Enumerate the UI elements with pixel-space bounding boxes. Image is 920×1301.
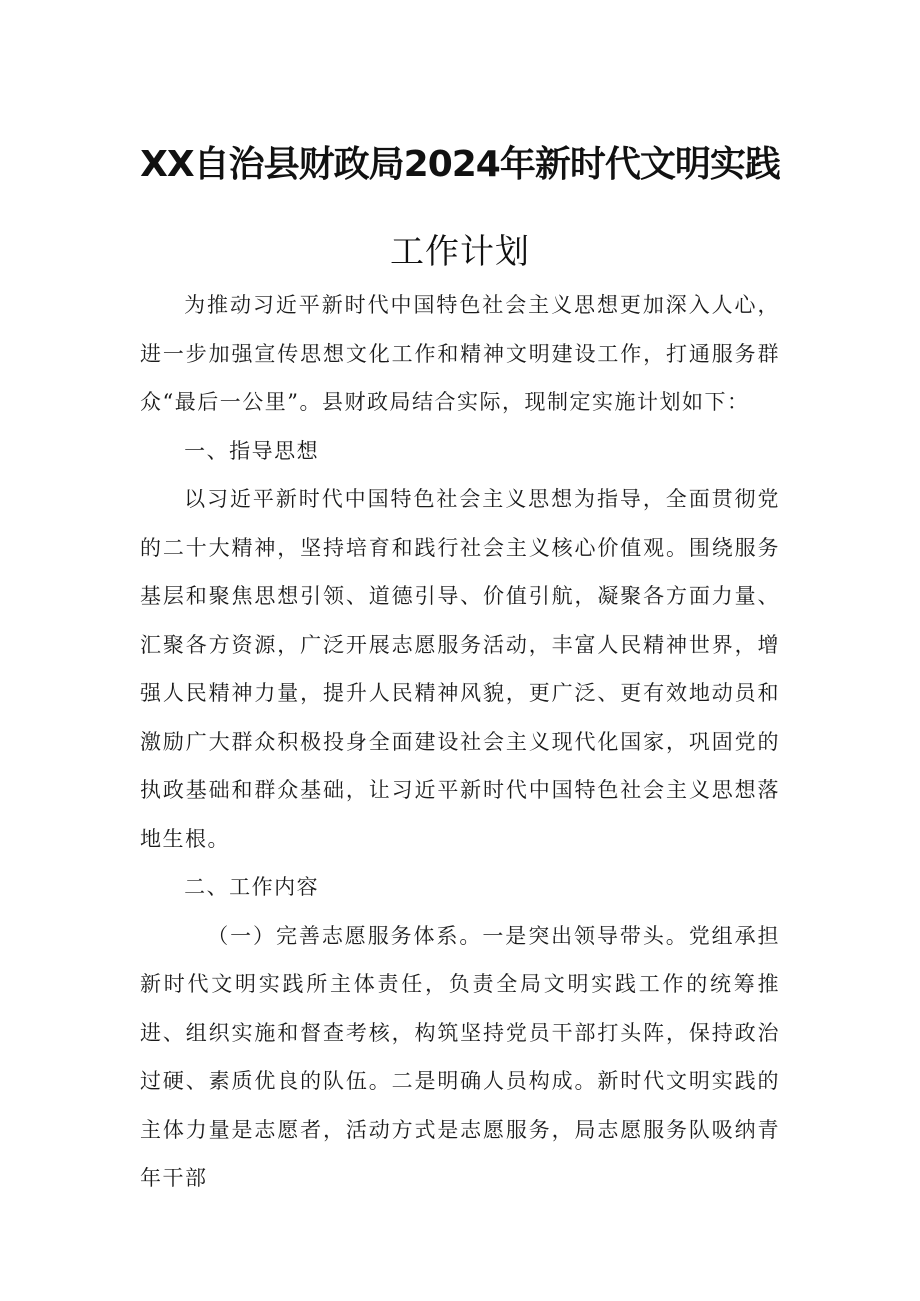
section2-item1-paragraph: （一）完善志愿服务体系。一是突出领导带头。党组承担新时代文明实践所主体责任，负责全局文明实践工作的统筹推进、组织实施和督查考核，构筑坚持党员干部打头阵，保持政治过硬、素质优良的队伍。二是明确人员构成。新时代文明实践的主体力量是志愿者，活动方式是志愿服务，局志愿服务队吸纳青年干部 (140, 923, 780, 1190)
document-body (140, 281, 780, 1203)
section1-paragraph: 以习近平新时代中国特色社会主义思想为指导，全面贯彻党的二十大精神，坚持培育和践行社会主义核心价值观。围绕服务基层和聚焦思想引领、道德引导、价值引航，凝聚各方面力量、汇聚各方资源，广泛开展志愿服务活动，丰富人民精神世界，增强人民精神力量，提升人民精神风貌，更广泛、更有效地动员和激励广大群众积极投身全面建设社会主义现代化国家，巩固党的执政基础和群众基础，让习近平新时代中国特色社会主义思想落地生根。 (140, 487, 780, 851)
section1-heading: 一、指导思想 (184, 438, 320, 463)
document-title-line2: 工作计划 (390, 232, 530, 272)
intro-paragraph: 为推动习近平新时代中国特色社会主义思想更加深入人心，进一步加强宣传思想文化工作和精神文明建设工作，打通服务群众“最后一公里”。县财政局结合实际，现制定实施计划如下： (140, 293, 780, 414)
document-title-line1: XX自治县财政局2024年新时代文明实践 (140, 144, 780, 185)
section2-heading: 二、工作内容 (184, 875, 320, 899)
